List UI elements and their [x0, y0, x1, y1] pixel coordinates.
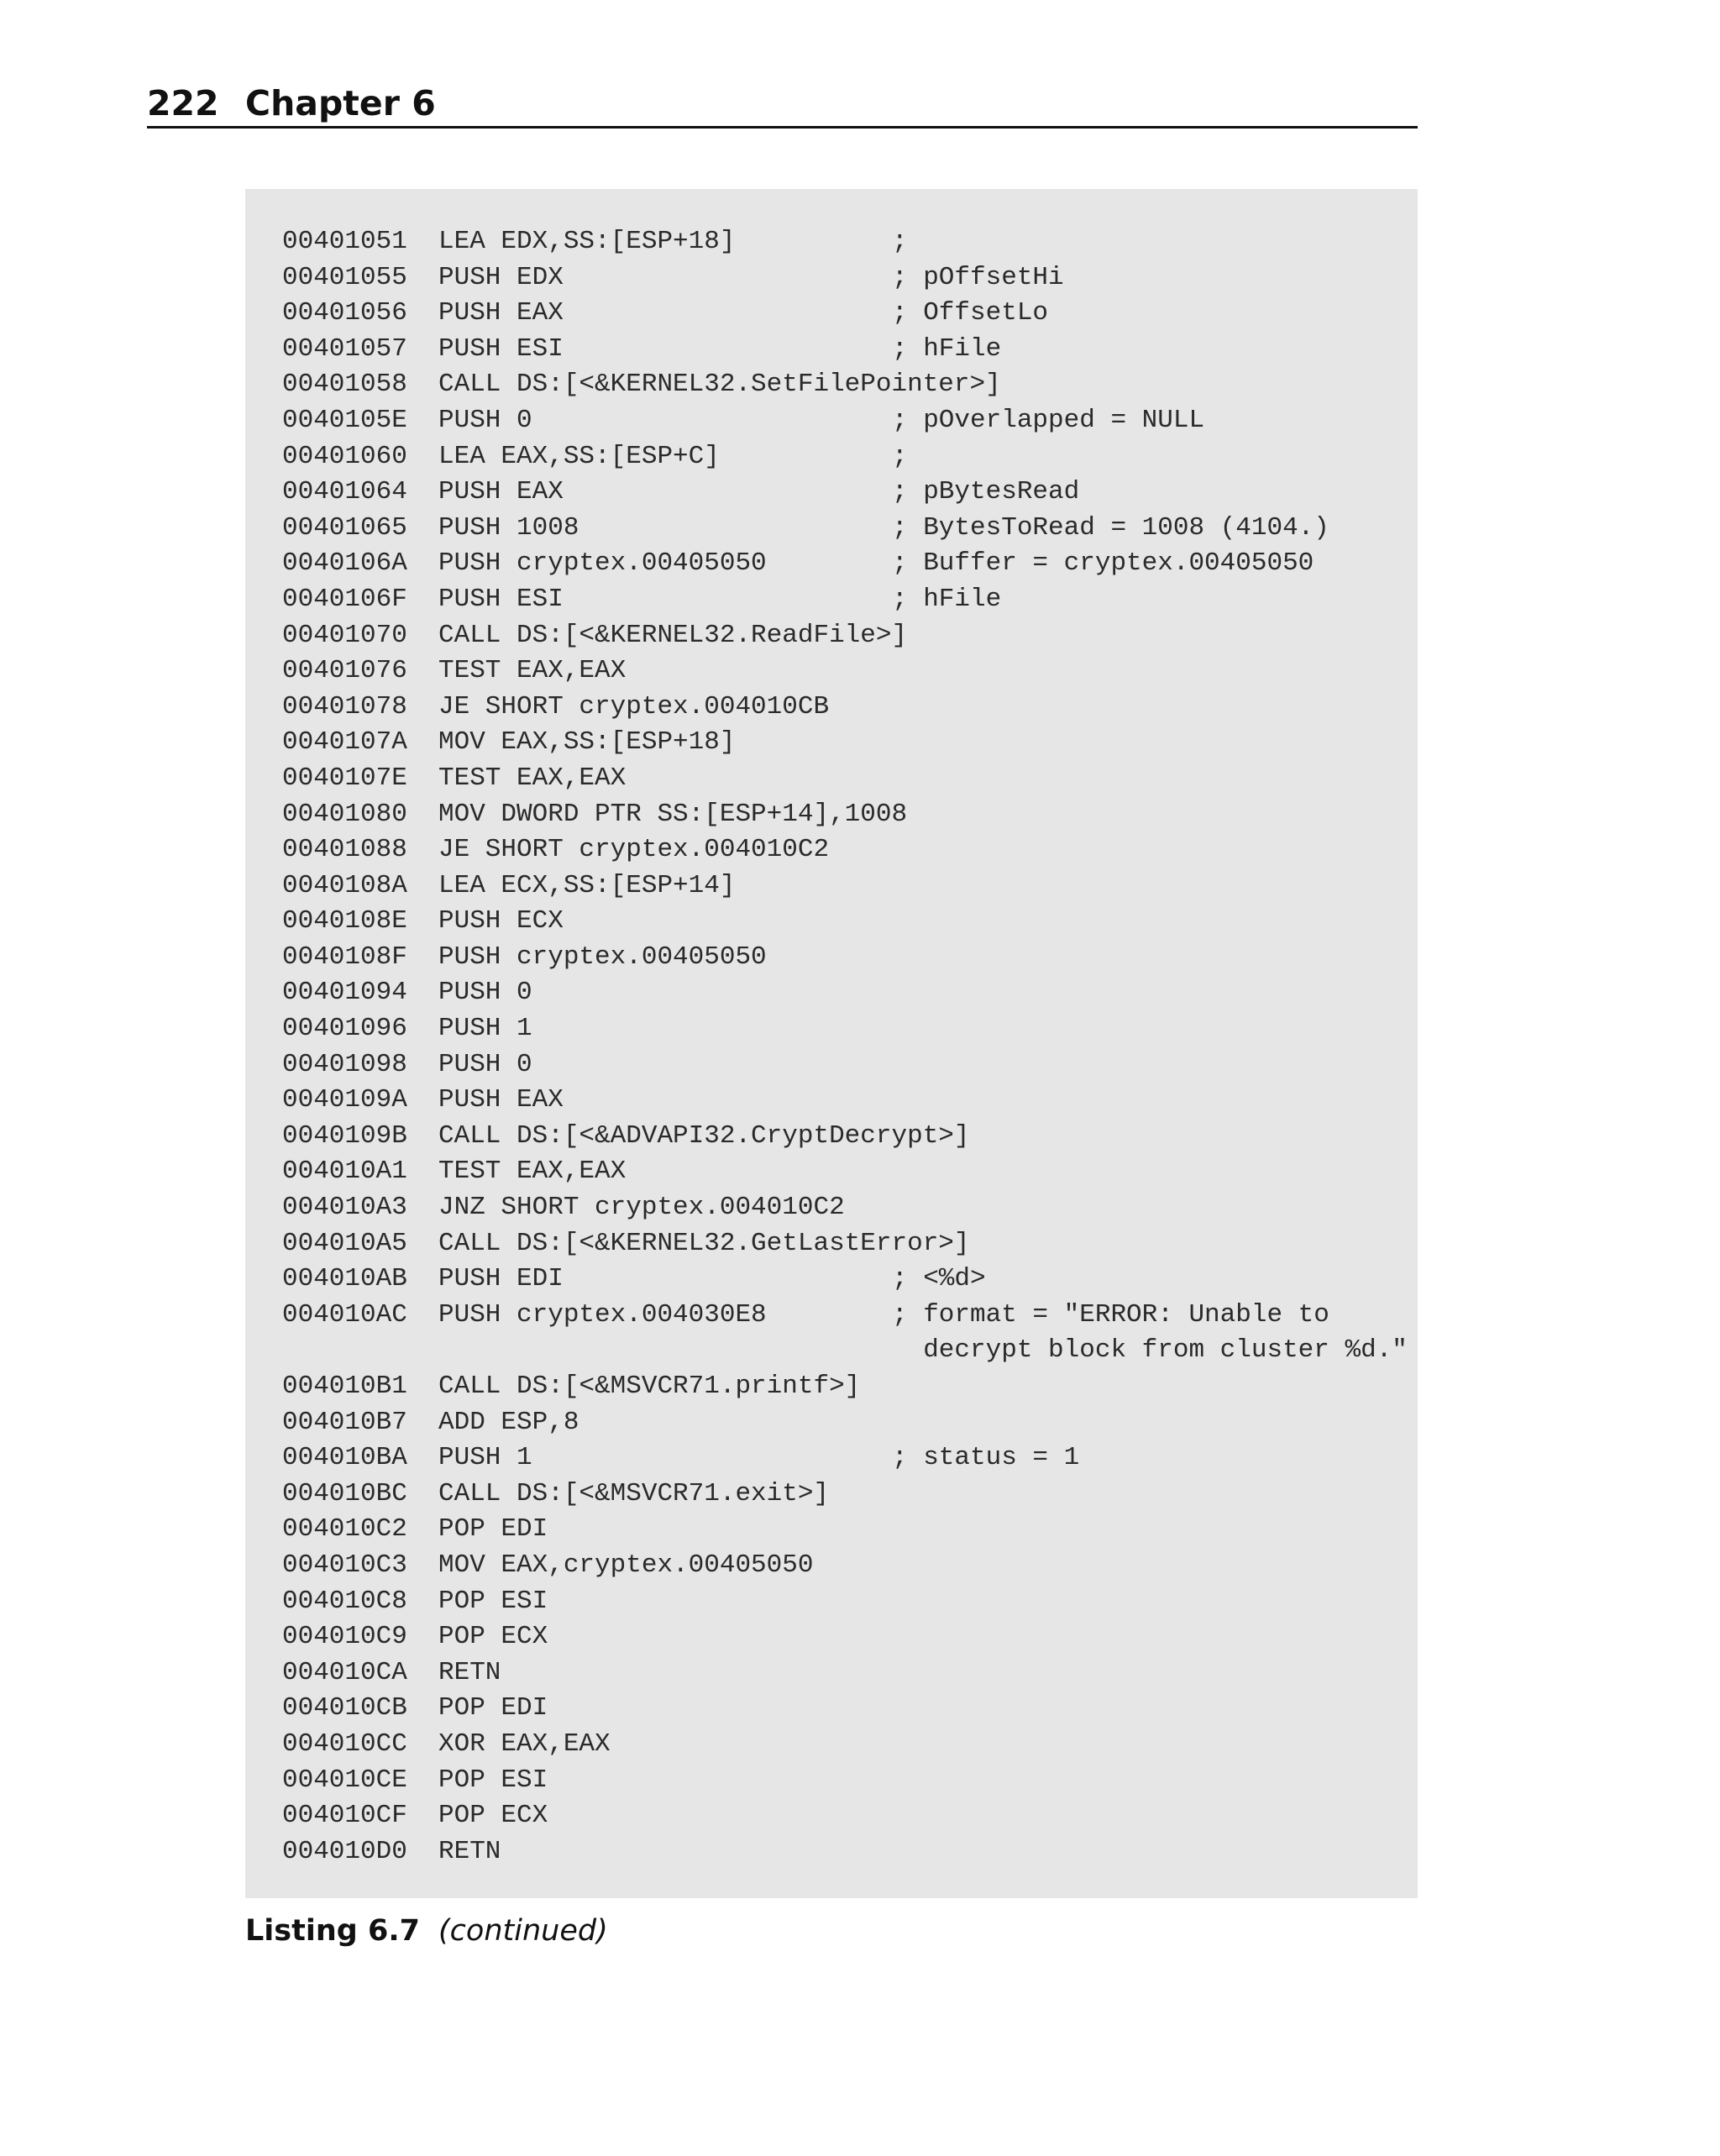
code-address: 004010D0	[282, 1836, 407, 1866]
code-address: 0040106F	[282, 584, 407, 614]
code-address: 004010A5	[282, 1228, 407, 1258]
code-instruction: CALL DS:[<&MSVCR71.printf>]	[438, 1372, 861, 1401]
code-instruction: CALL DS:[<&KERNEL32.GetLastError>]	[438, 1228, 970, 1258]
code-line	[282, 1548, 1418, 1584]
code-address: 0040109A	[282, 1085, 407, 1115]
code-address: 0040107A	[282, 727, 407, 758]
code-address: 00401078	[282, 691, 407, 721]
code-instruction: POP ESI	[438, 1586, 548, 1616]
code-instruction: ADD ESP,8	[438, 1407, 579, 1437]
code-line	[282, 1083, 1418, 1119]
code-line	[282, 475, 1418, 511]
code-line	[282, 1047, 1418, 1083]
code-line	[282, 546, 1418, 582]
code-instruction: PUSH EAX	[438, 1085, 564, 1115]
code-line	[282, 332, 1418, 368]
code-address: 004010C8	[282, 1586, 407, 1616]
code-instruction: POP ECX	[438, 1801, 548, 1831]
code-instruction: POP ESI	[438, 1765, 548, 1795]
code-line	[282, 403, 1418, 439]
code-line	[282, 975, 1418, 1011]
code-listing	[245, 189, 1418, 1898]
code-address: 0040108F	[282, 942, 407, 972]
chapter-title: Chapter 6	[245, 83, 436, 123]
code-address: 00401060	[282, 441, 407, 471]
code-instruction: PUSH EAX	[438, 298, 564, 328]
code-instruction: CALL DS:[<&MSVCR71.exit>]	[438, 1478, 830, 1508]
code-address: 004010CC	[282, 1728, 407, 1759]
code-address: 004010CB	[282, 1693, 407, 1723]
code-address: 00401057	[282, 333, 407, 364]
code-line	[282, 1763, 1418, 1799]
code-address: 004010C3	[282, 1550, 407, 1580]
code-comment: ; pOverlapped = NULL	[892, 405, 1205, 435]
code-address: 00401080	[282, 799, 407, 829]
code-instruction: POP ECX	[438, 1622, 548, 1652]
code-address: 00401058	[282, 370, 407, 400]
code-address: 00401070	[282, 620, 407, 650]
code-line	[282, 725, 1418, 761]
code-comment: ; BytesToRead = 1008 (4104.)	[892, 512, 1329, 543]
code-instruction: PUSH cryptex.004030E8	[438, 1299, 767, 1330]
code-line	[282, 618, 1418, 654]
code-address: 00401076	[282, 656, 407, 686]
code-instruction: LEA ECX,SS:[ESP+14]	[438, 870, 736, 900]
code-line	[282, 582, 1418, 618]
code-instruction: PUSH cryptex.00405050	[438, 548, 767, 579]
code-line	[282, 1655, 1418, 1692]
code-instruction: PUSH 0	[438, 978, 532, 1008]
code-line	[282, 1691, 1418, 1727]
code-comment: decrypt block from cluster %d."	[892, 1335, 1408, 1366]
code-address: 0040108A	[282, 870, 407, 900]
caption-label: Listing 6.7	[245, 1914, 421, 1948]
code-line	[282, 1477, 1418, 1513]
code-line	[282, 296, 1418, 332]
code-line	[282, 1333, 1418, 1369]
code-address: 0040106A	[282, 548, 407, 579]
code-comment: ;	[892, 441, 908, 471]
code-instruction: PUSH 1	[438, 1443, 532, 1473]
code-instruction: MOV EAX,SS:[ESP+18]	[438, 727, 736, 758]
code-instruction: MOV EAX,cryptex.00405050	[438, 1550, 814, 1580]
code-address: 00401098	[282, 1049, 407, 1079]
code-line	[282, 1619, 1418, 1655]
code-address: 00401064	[282, 477, 407, 507]
code-instruction: PUSH ESI	[438, 333, 564, 364]
code-address: 0040107E	[282, 763, 407, 793]
code-address: 004010BA	[282, 1443, 407, 1473]
code-comment: ; OffsetLo	[892, 298, 1049, 328]
code-instruction: JNZ SHORT cryptex.004010C2	[438, 1193, 845, 1223]
listing-caption	[245, 1908, 608, 1954]
code-address: 004010C9	[282, 1622, 407, 1652]
code-address: 00401051	[282, 227, 407, 256]
code-address: 0040108E	[282, 906, 407, 936]
code-line	[282, 868, 1418, 905]
code-line	[282, 260, 1418, 296]
code-address: 0040105E	[282, 405, 407, 435]
code-address: 004010CF	[282, 1801, 407, 1831]
code-address: 004010CE	[282, 1765, 407, 1795]
code-line	[282, 1834, 1418, 1870]
code-address: 00401056	[282, 298, 407, 328]
code-address: 004010AB	[282, 1264, 407, 1294]
code-line	[282, 832, 1418, 868]
code-line	[282, 1405, 1418, 1441]
code-instruction: TEST EAX,EAX	[438, 763, 627, 793]
code-line	[282, 1226, 1418, 1262]
code-line	[282, 940, 1418, 976]
code-instruction: LEA EAX,SS:[ESP+C]	[438, 441, 720, 471]
code-instruction: CALL DS:[<&KERNEL32.SetFilePointer>]	[438, 370, 1001, 400]
code-instruction: RETN	[438, 1836, 501, 1866]
code-line	[282, 690, 1418, 726]
code-address: 004010A3	[282, 1193, 407, 1223]
code-instruction: TEST EAX,EAX	[438, 656, 627, 686]
code-instruction: POP EDI	[438, 1693, 548, 1723]
code-comment: ; format = "ERROR: Unable to	[892, 1299, 1329, 1330]
code-instruction: PUSH 1008	[438, 512, 579, 543]
code-comment: ; pOffsetHi	[892, 262, 1064, 292]
code-comment: ; Buffer = cryptex.00405050	[892, 548, 1314, 579]
code-address: 004010CA	[282, 1657, 407, 1687]
code-address: 00401065	[282, 512, 407, 543]
code-line	[282, 1154, 1418, 1190]
code-instruction: JE SHORT cryptex.004010CB	[438, 691, 830, 721]
code-address: 00401094	[282, 978, 407, 1008]
code-comment: ; status = 1	[892, 1443, 1080, 1473]
code-instruction: PUSH EDX	[438, 262, 564, 292]
code-address: 00401088	[282, 835, 407, 865]
code-instruction: PUSH EDI	[438, 1264, 564, 1294]
code-instruction: CALL DS:[<&ADVAPI32.CryptDecrypt>]	[438, 1120, 970, 1151]
code-address: 004010C2	[282, 1514, 407, 1545]
code-instruction: RETN	[438, 1657, 501, 1687]
code-line	[282, 797, 1418, 833]
code-line	[282, 511, 1418, 547]
code-instruction: POP EDI	[438, 1514, 548, 1545]
code-address: 004010B7	[282, 1407, 407, 1437]
code-line	[282, 1298, 1418, 1334]
code-line	[282, 367, 1418, 403]
code-comment: ; hFile	[892, 333, 1002, 364]
code-line	[282, 1369, 1418, 1405]
code-address: 004010A1	[282, 1157, 407, 1187]
code-instruction: PUSH EAX	[438, 477, 564, 507]
code-instruction: PUSH cryptex.00405050	[438, 942, 767, 972]
page-number: 222	[147, 83, 219, 123]
code-line	[282, 1262, 1418, 1298]
code-comment: ; hFile	[892, 584, 1002, 614]
code-line	[282, 904, 1418, 940]
code-line	[282, 1440, 1418, 1477]
code-instruction: PUSH 1	[438, 1014, 532, 1044]
code-line	[282, 761, 1418, 797]
code-address: 00401096	[282, 1014, 407, 1044]
code-line	[282, 439, 1418, 475]
code-address: 004010B1	[282, 1372, 407, 1401]
code-address: 004010BC	[282, 1478, 407, 1508]
code-instruction: XOR EAX,EAX	[438, 1728, 611, 1759]
code-line	[282, 1727, 1418, 1763]
code-instruction: TEST EAX,EAX	[438, 1157, 627, 1187]
code-line	[282, 1190, 1418, 1226]
code-address: 00401055	[282, 262, 407, 292]
code-instruction: PUSH ECX	[438, 906, 564, 936]
code-line	[282, 1798, 1418, 1834]
code-instruction: CALL DS:[<&KERNEL32.ReadFile>]	[438, 620, 908, 650]
code-line	[282, 1119, 1418, 1155]
code-line	[282, 1011, 1418, 1047]
code-instruction: MOV DWORD PTR SS:[ESP+14],1008	[438, 799, 908, 829]
code-line	[282, 1512, 1418, 1548]
code-comment: ; <%d>	[892, 1264, 986, 1294]
code-instruction: LEA EDX,SS:[ESP+18]	[438, 227, 736, 256]
code-comment: ;	[892, 227, 908, 256]
code-instruction: JE SHORT cryptex.004010C2	[438, 835, 830, 865]
page-header	[147, 81, 1418, 129]
code-line	[282, 224, 1418, 260]
code-lines	[282, 224, 1418, 1870]
code-instruction: PUSH 0	[438, 405, 532, 435]
code-address: 0040109B	[282, 1120, 407, 1151]
code-comment: ; pBytesRead	[892, 477, 1080, 507]
code-instruction: PUSH ESI	[438, 584, 564, 614]
code-address: 004010AC	[282, 1299, 407, 1330]
code-line	[282, 1584, 1418, 1620]
caption-note: (continued)	[438, 1914, 608, 1948]
code-line	[282, 653, 1418, 690]
code-instruction: PUSH 0	[438, 1049, 532, 1079]
